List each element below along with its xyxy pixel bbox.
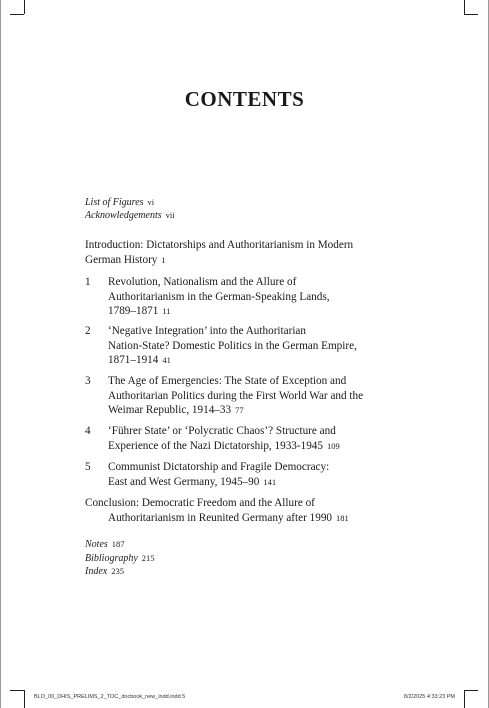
toc-entry-introduction[interactable]: Introduction: Dictatorships and Authoritarianism in Modern German History 1 (85, 239, 354, 266)
page-title: CONTENTS (184, 87, 305, 111)
toc-entry-chapter-1[interactable]: 1 Revolution, Nationalism and the Allure of Authoritarianism in the German-Speaking Lands, 1789–1871 11 (85, 276, 330, 318)
toc-entry-bibliography[interactable]: Bibliography 215 (85, 552, 155, 564)
crop-mark (10, 14, 24, 15)
crop-mark (24, 690, 25, 708)
slug-filename: BLO_00_DHIS_PRELIMS_2_TOC_docbook_new_indd.indd 5 (34, 694, 186, 700)
toc-entry-conclusion[interactable]: Conclusion: Democratic Freedom and the Allure of Authoritarianism in Reunited Germany after 1990 181 (85, 497, 349, 524)
toc-entry-chapter-5[interactable]: 5 Communist Dictatorship and Fragile Democracy: East and West Germany, 1945–90 141 (85, 461, 330, 488)
toc-entry-index[interactable]: Index 235 (85, 566, 124, 577)
back-matter-list (85, 538, 155, 579)
toc-entry-acknowledgements[interactable]: Acknowledgements vii (85, 210, 175, 221)
crop-mark (10, 690, 24, 691)
crop-mark (464, 690, 465, 708)
toc-entry-chapter-2[interactable]: 2 ‘Negative Integration’ into the Authoritarian Nation-State? Domestic Politics in the German Empire, 1871–1914 41 (85, 325, 357, 367)
crop-mark (24, 0, 25, 14)
front-matter-list (85, 196, 175, 222)
toc-entry-chapter-3[interactable]: 3 The Age of Emergencies: The State of Exception and Authoritarian Politics during the First World War and the Weimar Republic, 1914–33 77 (85, 375, 364, 417)
crop-mark (464, 0, 465, 14)
slug-timestamp: 8/2/2025 4:33:23 PM (403, 694, 455, 700)
crop-mark (464, 14, 478, 15)
toc-entry-notes[interactable]: Notes 187 (85, 539, 125, 550)
toc-entry-chapter-4[interactable]: 4 ‘Führer State’ or ‘Polycratic Chaos’? Structure and Experience of the Nazi Dictatorship, 1933-1945 109 (85, 425, 340, 452)
toc-entry-list-of-figures[interactable]: List of Figures vi (85, 197, 155, 208)
crop-mark (464, 690, 478, 691)
